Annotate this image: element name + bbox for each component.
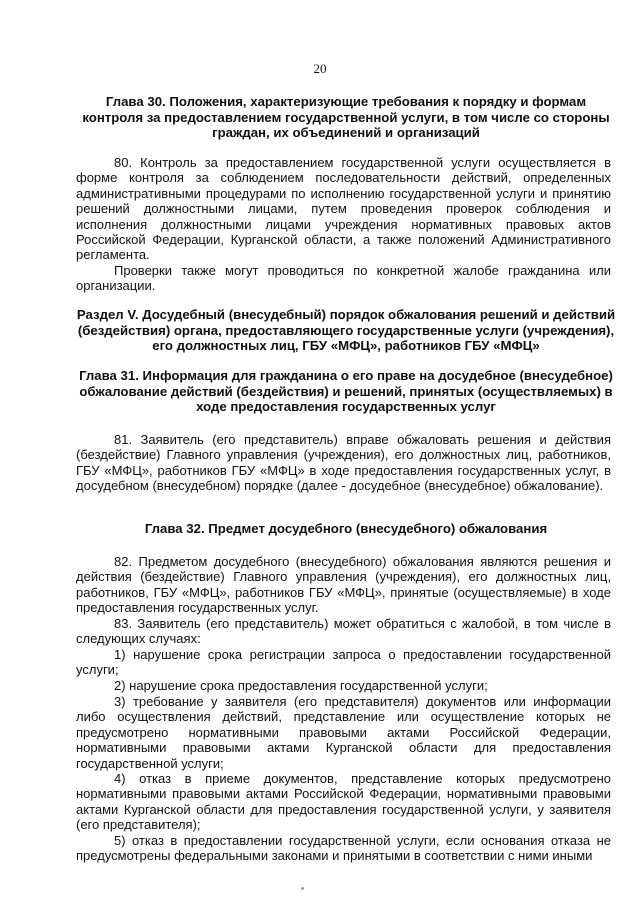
chapter-31-heading: Глава 31. Информация для гражданина о его праве на досудебное (внесудебное) обжалование действий (бездействия) и решений, принятых (осуществляемых) в ходе предоставления государственных услуг [79, 368, 613, 415]
scan-dot [301, 887, 304, 890]
chapter-30-heading: Глава 30. Положения, характеризующие требования к порядку и формам контроля за предоставлением государственной услуги, в том числе со стороны граждан, их объединений и организаций [82, 94, 610, 141]
paragraph-checks: Проверки также могут проводиться по конкретной жалобе гражданина или организации. [76, 263, 611, 294]
list-item-5: 5) отказ в предоставлении государственной услуги, если основания отказа не предусмотрены федеральными законами и принятыми в соответствии с ними иными [76, 833, 611, 864]
chapter-32-heading: Глава 32. Предмет досудебного (внесудебного) обжалования [144, 521, 548, 536]
page-number: 20 [313, 61, 327, 76]
paragraph-80: 80. Контроль за предоставлением государственной услуги осуществляется в форме контроля за соблюдением последовательности действий, определенных административными процедурами по исполнению государственной услуги и принятию решений должностными лицами, путем проведения проверок соблюдения и исполнения должностными лицами учреждения нормативных правовых актов Российской Федерации, Курганской области, а также положений Административного регламента. [76, 155, 611, 263]
paragraph-82: 82. Предметом досудебного (внесудебного) обжалования являются решения и действия (бездействие) Главного управления (учреждения), его должностных лиц, работников, ГБУ «МФЦ», работников ГБУ «МФЦ», принятые (осуществляемые) в ходе предоставления государственных услуг. [76, 554, 611, 616]
section-5-heading: Раздел V. Досудебный (внесудебный) порядок обжалования решений и действий (бездействия) органа, предоставляющего государственные услуги (учреждения), его должностных лиц, ГБУ «МФЦ», работников ГБУ «МФЦ» [76, 307, 616, 354]
list-item-3: 3) требование у заявителя (его представителя) документов или информации либо осуществления действий, представление или осуществление которых не предусмотрено нормативными правовыми актами Российской Федерации, нормативными правовыми актами Курганской области для предоставления государственной услуги; [76, 694, 611, 771]
paragraph-81: 81. Заявитель (его представитель) вправе обжаловать решения и действия (бездействие) Главного управления (учреждения), его должностных лиц, работников, ГБУ «МФЦ», работников ГБУ «МФЦ» в ходе предоставления государственных услуг, в досудебном (внесудебном) порядке (далее - досудебное (внесудебное) обжалование). [76, 432, 611, 494]
list-item-2: 2) нарушение срока предоставления государственной услуги; [114, 678, 488, 693]
list-item-4: 4) отказ в приеме документов, представление которых предусмотрено нормативными правовыми актами Российской Федерации, нормативными правовыми актами Курганской области для предоставления государственной услуги, у заявителя (его представителя); [76, 771, 611, 833]
paragraph-83: 83. Заявитель (его представитель) может обратиться с жалобой, в том числе в следующих случаях: [76, 616, 611, 647]
list-item-1: 1) нарушение срока регистрации запроса о предоставлении государственной услуги; [76, 647, 611, 678]
